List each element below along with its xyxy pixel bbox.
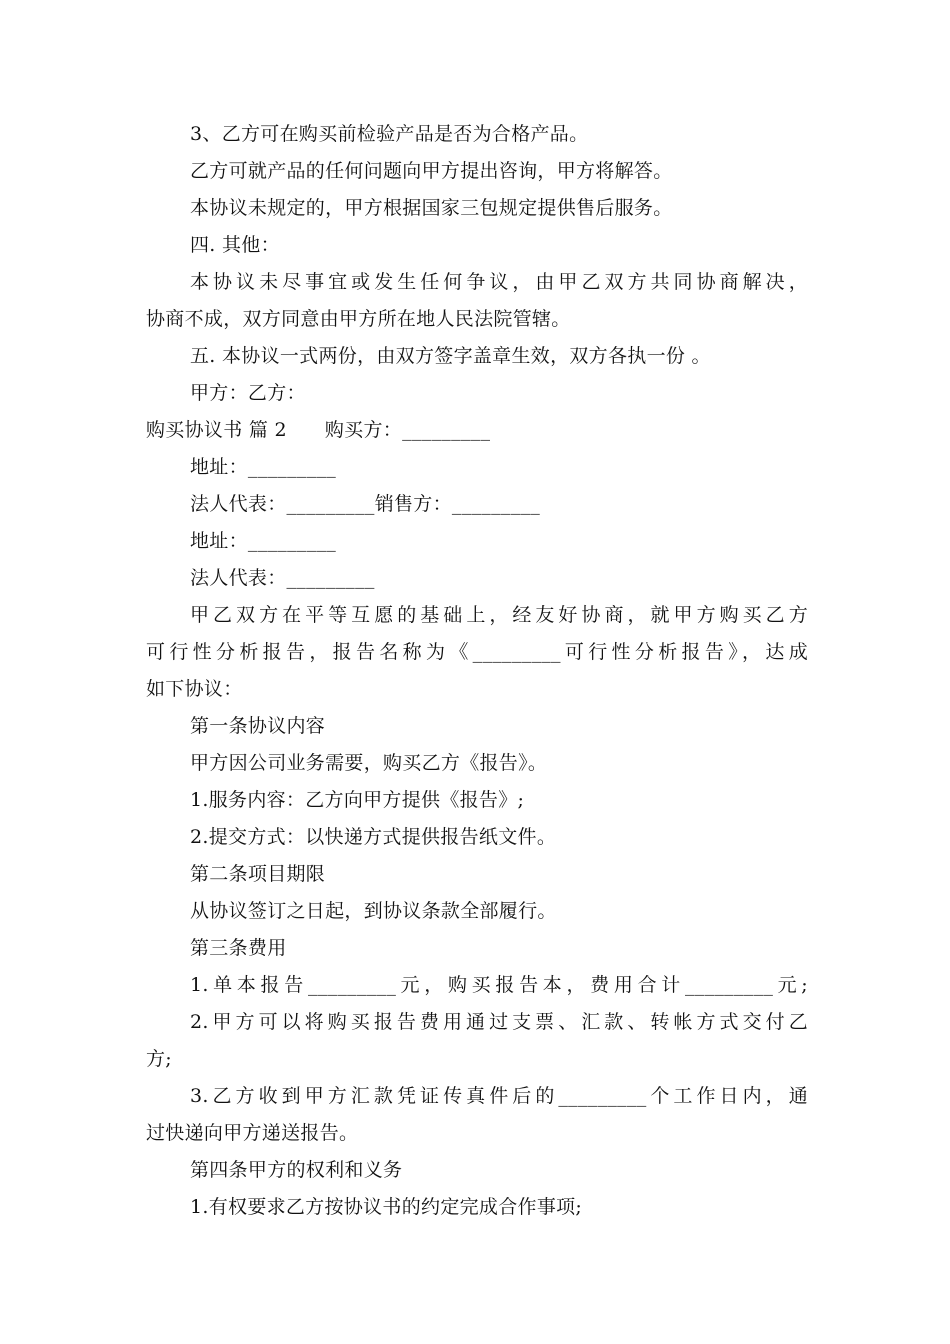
paragraph-line: 方; [146, 1048, 173, 1070]
article-heading: 第二条项目期限 [190, 863, 326, 885]
buyer-field: 购买方：_________ [324, 419, 491, 441]
list-item: 1.单本报告_________元，购买报告本，费用合计_________元; [190, 974, 808, 996]
signature-line: 甲方：乙方： [190, 382, 306, 404]
paragraph-line: 3、乙方可在购买前检验产品是否为合格产品。 [190, 123, 589, 145]
paragraph-line: 甲方因公司业务需要，购买乙方《报告》。 [190, 752, 548, 774]
section-heading: 四. 其他： [190, 234, 280, 256]
list-item: 1.服务内容：乙方向甲方提供《报告》; [190, 789, 525, 811]
paragraph-line: 乙方可就产品的任何问题向甲方提出咨询，甲方将解答。 [190, 160, 673, 182]
list-item: 3.乙方收到甲方汇款凭证传真件后的_________个工作日内，通 [190, 1085, 808, 1107]
article-heading: 第三条费用 [190, 937, 287, 959]
document-body [146, 116, 808, 1226]
article-heading: 第一条协议内容 [190, 715, 326, 737]
title-buyer-line [146, 412, 808, 449]
list-item: 1.有权要求乙方按协议书的约定完成合作事项; [190, 1196, 583, 1218]
representative-seller-field: 法人代表：_________销售方：_________ [190, 493, 541, 515]
representative-field: 法人代表：_________ [190, 567, 375, 589]
article-heading: 第四条甲方的权利和义务 [190, 1159, 403, 1181]
list-item: 2.提交方式：以快递方式提供报告纸文件。 [190, 826, 557, 848]
paragraph-line: 甲乙双方在平等互愿的基础上，经友好协商，就甲方购买乙方 [190, 604, 808, 626]
paragraph-line: 从协议签订之日起，到协议条款全部履行。 [190, 900, 557, 922]
paragraph-line: 协商不成，双方同意由甲方所在地人民法院管辖。 [146, 308, 571, 330]
list-item: 2.甲方可以将购买报告费用通过支票、汇款、转帐方式交付乙 [190, 1011, 808, 1033]
paragraph-line: 如下协议： [146, 678, 243, 700]
paragraph-line: 本协议未规定的，甲方根据国家三包规定提供售后服务。 [190, 197, 673, 219]
paragraph-line: 过快递向甲方递送报告。 [146, 1122, 359, 1144]
address-field: 地址：_________ [190, 456, 337, 478]
section-heading: 五. 本协议一式两份，由双方签字盖章生效，双方各执一份 。 [190, 345, 711, 367]
address-field: 地址：_________ [190, 530, 337, 552]
document-title: 购买协议书 篇 2 [146, 419, 287, 441]
paragraph-line: 可行性分析报告，报告名称为《_________可行性分析报告》，达成 [146, 641, 808, 663]
paragraph-line: 本协议未尽事宜或发生任何争议，由甲乙双方共同协商解决， [190, 271, 808, 293]
